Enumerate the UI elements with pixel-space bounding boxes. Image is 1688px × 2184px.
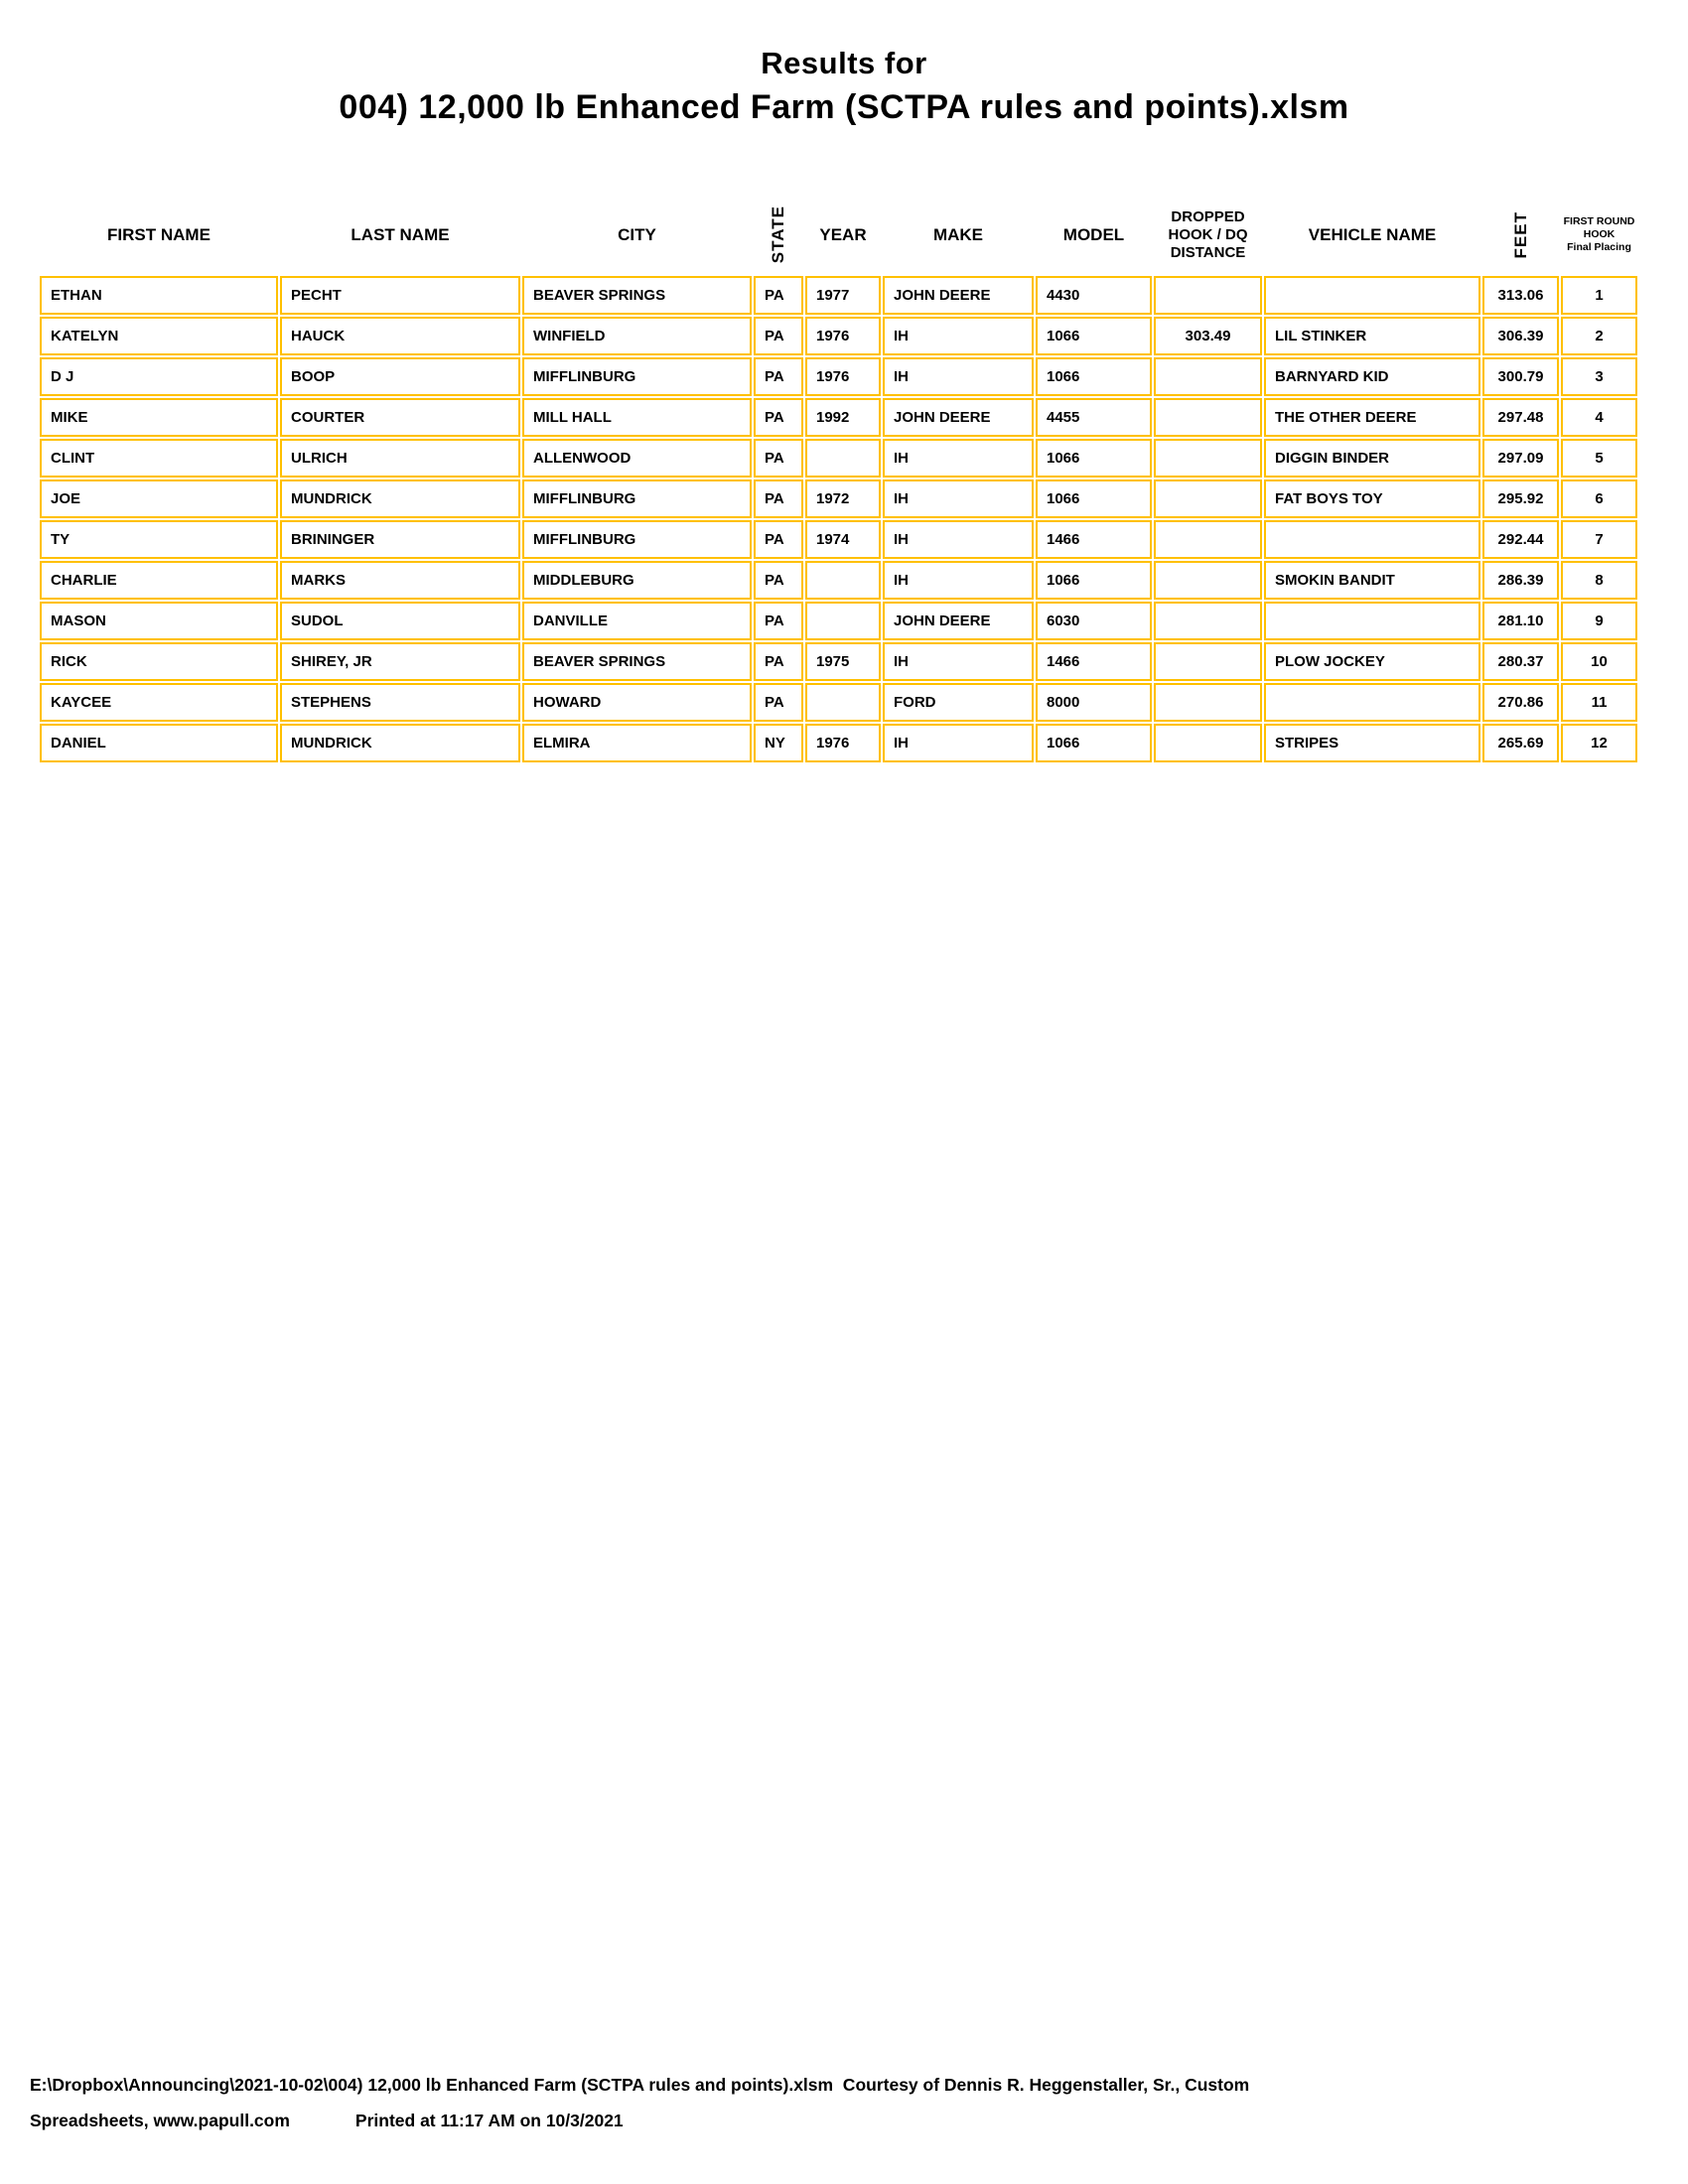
cell-dropped-hook-distance	[1154, 724, 1262, 762]
cell-make: FORD	[883, 683, 1034, 722]
cell-last-name: PECHT	[280, 276, 520, 315]
cell-make: JOHN DEERE	[883, 602, 1034, 640]
cell-first-name: DANIEL	[40, 724, 278, 762]
cell-state: PA	[754, 439, 803, 478]
cell-last-name: BRININGER	[280, 520, 520, 559]
cell-first-name: RICK	[40, 642, 278, 681]
cell-city: MIFFLINBURG	[522, 479, 752, 518]
cell-year	[805, 439, 881, 478]
cell-vehicle-name: FAT BOYS TOY	[1264, 479, 1480, 518]
cell-year: 1974	[805, 520, 881, 559]
column-header-first-round-hook	[1561, 196, 1637, 274]
cell-dropped-hook-distance	[1154, 520, 1262, 559]
cell-first-name: KAYCEE	[40, 683, 278, 722]
cell-first-name: JOE	[40, 479, 278, 518]
cell-model: 1066	[1036, 439, 1152, 478]
column-header-make	[883, 196, 1034, 274]
cell-last-name: ULRICH	[280, 439, 520, 478]
cell-vehicle-name: SMOKIN BANDIT	[1264, 561, 1480, 600]
cell-state: PA	[754, 602, 803, 640]
cell-state: NY	[754, 724, 803, 762]
cell-state: PA	[754, 317, 803, 355]
cell-model: 6030	[1036, 602, 1152, 640]
page-subtitle-filename: 004) 12,000 lb Enhanced Farm (SCTPA rules and points).xlsm	[339, 88, 1349, 126]
table-row	[40, 724, 1637, 762]
cell-state: PA	[754, 520, 803, 559]
cell-placing: 7	[1561, 520, 1637, 559]
cell-make: IH	[883, 561, 1034, 600]
cell-dropped-hook-distance	[1154, 642, 1262, 681]
column-header-label: DROPPED	[1171, 207, 1245, 225]
cell-model: 4430	[1036, 276, 1152, 315]
cell-year	[805, 561, 881, 600]
column-header-label: MODEL	[1062, 225, 1125, 244]
cell-city: WINFIELD	[522, 317, 752, 355]
cell-last-name: SHIREY, JR	[280, 642, 520, 681]
table-row	[40, 317, 1637, 355]
cell-dropped-hook-distance	[1154, 683, 1262, 722]
cell-state: PA	[754, 398, 803, 437]
cell-model: 1466	[1036, 520, 1152, 559]
cell-year	[805, 683, 881, 722]
cell-first-name: ETHAN	[40, 276, 278, 315]
cell-first-name: MIKE	[40, 398, 278, 437]
cell-city: ALLENWOOD	[522, 439, 752, 478]
cell-first-name: CHARLIE	[40, 561, 278, 600]
cell-placing: 2	[1561, 317, 1637, 355]
cell-vehicle-name	[1264, 276, 1480, 315]
table-row	[40, 398, 1637, 437]
column-header-label-vertical: STATE	[769, 205, 787, 264]
cell-last-name: MARKS	[280, 561, 520, 600]
cell-feet: 265.69	[1482, 724, 1559, 762]
column-header-year	[805, 196, 881, 274]
column-header-label: HOOK / DQ	[1168, 225, 1248, 243]
cell-state: PA	[754, 276, 803, 315]
cell-make: JOHN DEERE	[883, 398, 1034, 437]
table-body	[40, 276, 1637, 762]
cell-placing: 4	[1561, 398, 1637, 437]
cell-feet: 270.86	[1482, 683, 1559, 722]
cell-feet: 286.39	[1482, 561, 1559, 600]
cell-placing: 9	[1561, 602, 1637, 640]
footer-printed-timestamp: Printed at 11:17 AM on 10/3/2021	[354, 2111, 624, 2130]
cell-city: MIDDLEBURG	[522, 561, 752, 600]
column-header-first-name	[40, 196, 278, 274]
cell-make: IH	[883, 439, 1034, 478]
cell-vehicle-name	[1264, 683, 1480, 722]
cell-vehicle-name: STRIPES	[1264, 724, 1480, 762]
cell-year: 1976	[805, 357, 881, 396]
cell-state: PA	[754, 357, 803, 396]
print-footer	[30, 2067, 1658, 2138]
table-row	[40, 439, 1637, 478]
cell-state: PA	[754, 642, 803, 681]
cell-year: 1972	[805, 479, 881, 518]
cell-city: MILL HALL	[522, 398, 752, 437]
cell-first-name: CLINT	[40, 439, 278, 478]
column-header-feet	[1482, 196, 1559, 274]
cell-dropped-hook-distance	[1154, 479, 1262, 518]
cell-placing: 1	[1561, 276, 1637, 315]
cell-placing: 12	[1561, 724, 1637, 762]
cell-last-name: HAUCK	[280, 317, 520, 355]
cell-feet: 281.10	[1482, 602, 1559, 640]
table-row	[40, 602, 1637, 640]
footer-file-path-line: E:\Dropbox\Announcing\2021-10-02\004) 12,000 lb Enhanced Farm (SCTPA rules and points).xlsm Courtesy of Dennis R. Heggenstaller, Sr., Custom	[30, 2075, 1250, 2095]
cell-dropped-hook-distance	[1154, 439, 1262, 478]
table-row	[40, 683, 1637, 722]
column-header-vehicle-name	[1264, 196, 1480, 274]
cell-make: IH	[883, 317, 1034, 355]
footer-spreadsheets-text: Spreadsheets, www.papull.com	[30, 2111, 290, 2130]
cell-dropped-hook-distance: 303.49	[1154, 317, 1262, 355]
cell-vehicle-name: THE OTHER DEERE	[1264, 398, 1480, 437]
cell-state: PA	[754, 561, 803, 600]
cell-year: 1976	[805, 317, 881, 355]
cell-vehicle-name: BARNYARD KID	[1264, 357, 1480, 396]
cell-model: 1066	[1036, 357, 1152, 396]
column-header-label: HOOK	[1583, 228, 1616, 240]
cell-last-name: MUNDRICK	[280, 479, 520, 518]
cell-model: 1066	[1036, 561, 1152, 600]
cell-year: 1992	[805, 398, 881, 437]
cell-dropped-hook-distance	[1154, 276, 1262, 315]
table-row	[40, 357, 1637, 396]
column-header-label: LAST NAME	[351, 225, 450, 244]
column-header-model	[1036, 196, 1152, 274]
column-header-label: YEAR	[819, 225, 867, 244]
cell-state: PA	[754, 683, 803, 722]
cell-model: 1066	[1036, 479, 1152, 518]
cell-year: 1977	[805, 276, 881, 315]
column-header-last-name	[280, 196, 520, 274]
cell-last-name: STEPHENS	[280, 683, 520, 722]
cell-city: MIFFLINBURG	[522, 520, 752, 559]
table-row	[40, 561, 1637, 600]
cell-placing: 3	[1561, 357, 1637, 396]
cell-dropped-hook-distance	[1154, 602, 1262, 640]
cell-placing: 6	[1561, 479, 1637, 518]
column-header-label: FIRST NAME	[107, 225, 211, 244]
cell-last-name: SUDOL	[280, 602, 520, 640]
cell-first-name: KATELYN	[40, 317, 278, 355]
column-header-label: CITY	[618, 225, 656, 244]
cell-feet: 300.79	[1482, 357, 1559, 396]
cell-first-name: D J	[40, 357, 278, 396]
cell-last-name: COURTER	[280, 398, 520, 437]
cell-last-name: BOOP	[280, 357, 520, 396]
cell-city: HOWARD	[522, 683, 752, 722]
cell-make: IH	[883, 520, 1034, 559]
cell-model: 1066	[1036, 724, 1152, 762]
cell-placing: 11	[1561, 683, 1637, 722]
column-header-label: FIRST ROUND	[1563, 215, 1635, 227]
column-header-label-vertical: FEET	[1510, 210, 1530, 259]
cell-model: 1466	[1036, 642, 1152, 681]
cell-feet: 292.44	[1482, 520, 1559, 559]
table-row	[40, 276, 1637, 315]
cell-make: JOHN DEERE	[883, 276, 1034, 315]
cell-vehicle-name: PLOW JOCKEY	[1264, 642, 1480, 681]
cell-feet: 306.39	[1482, 317, 1559, 355]
cell-model: 4455	[1036, 398, 1152, 437]
cell-city: BEAVER SPRINGS	[522, 276, 752, 315]
cell-city: DANVILLE	[522, 602, 752, 640]
page-title: Results for	[761, 46, 927, 80]
cell-vehicle-name: DIGGIN BINDER	[1264, 439, 1480, 478]
cell-state: PA	[754, 479, 803, 518]
results-table	[38, 194, 1639, 764]
cell-placing: 5	[1561, 439, 1637, 478]
cell-first-name: MASON	[40, 602, 278, 640]
cell-dropped-hook-distance	[1154, 398, 1262, 437]
cell-city: BEAVER SPRINGS	[522, 642, 752, 681]
column-header-label: MAKE	[932, 225, 984, 244]
column-header-label: Final Placing	[1567, 241, 1631, 253]
column-header-state	[754, 196, 803, 274]
cell-feet: 280.37	[1482, 642, 1559, 681]
cell-city: ELMIRA	[522, 724, 752, 762]
cell-dropped-hook-distance	[1154, 561, 1262, 600]
cell-make: IH	[883, 642, 1034, 681]
cell-feet: 297.09	[1482, 439, 1559, 478]
cell-make: IH	[883, 479, 1034, 518]
column-header-label: VEHICLE NAME	[1308, 225, 1437, 244]
cell-model: 1066	[1036, 317, 1152, 355]
column-header-dropped-hook	[1154, 196, 1262, 274]
column-header-label: DISTANCE	[1170, 243, 1246, 261]
table-header-row	[40, 196, 1637, 274]
cell-year	[805, 602, 881, 640]
cell-vehicle-name	[1264, 520, 1480, 559]
cell-vehicle-name	[1264, 602, 1480, 640]
cell-feet: 297.48	[1482, 398, 1559, 437]
cell-placing: 8	[1561, 561, 1637, 600]
cell-vehicle-name: LIL STINKER	[1264, 317, 1480, 355]
cell-city: MIFFLINBURG	[522, 357, 752, 396]
cell-feet: 313.06	[1482, 276, 1559, 315]
cell-last-name: MUNDRICK	[280, 724, 520, 762]
cell-model: 8000	[1036, 683, 1152, 722]
table-row	[40, 479, 1637, 518]
table-row	[40, 520, 1637, 559]
cell-dropped-hook-distance	[1154, 357, 1262, 396]
column-header-city	[522, 196, 752, 274]
cell-feet: 295.92	[1482, 479, 1559, 518]
cell-year: 1976	[805, 724, 881, 762]
cell-make: IH	[883, 357, 1034, 396]
cell-placing: 10	[1561, 642, 1637, 681]
cell-first-name: TY	[40, 520, 278, 559]
cell-make: IH	[883, 724, 1034, 762]
cell-year: 1975	[805, 642, 881, 681]
table-row	[40, 642, 1637, 681]
